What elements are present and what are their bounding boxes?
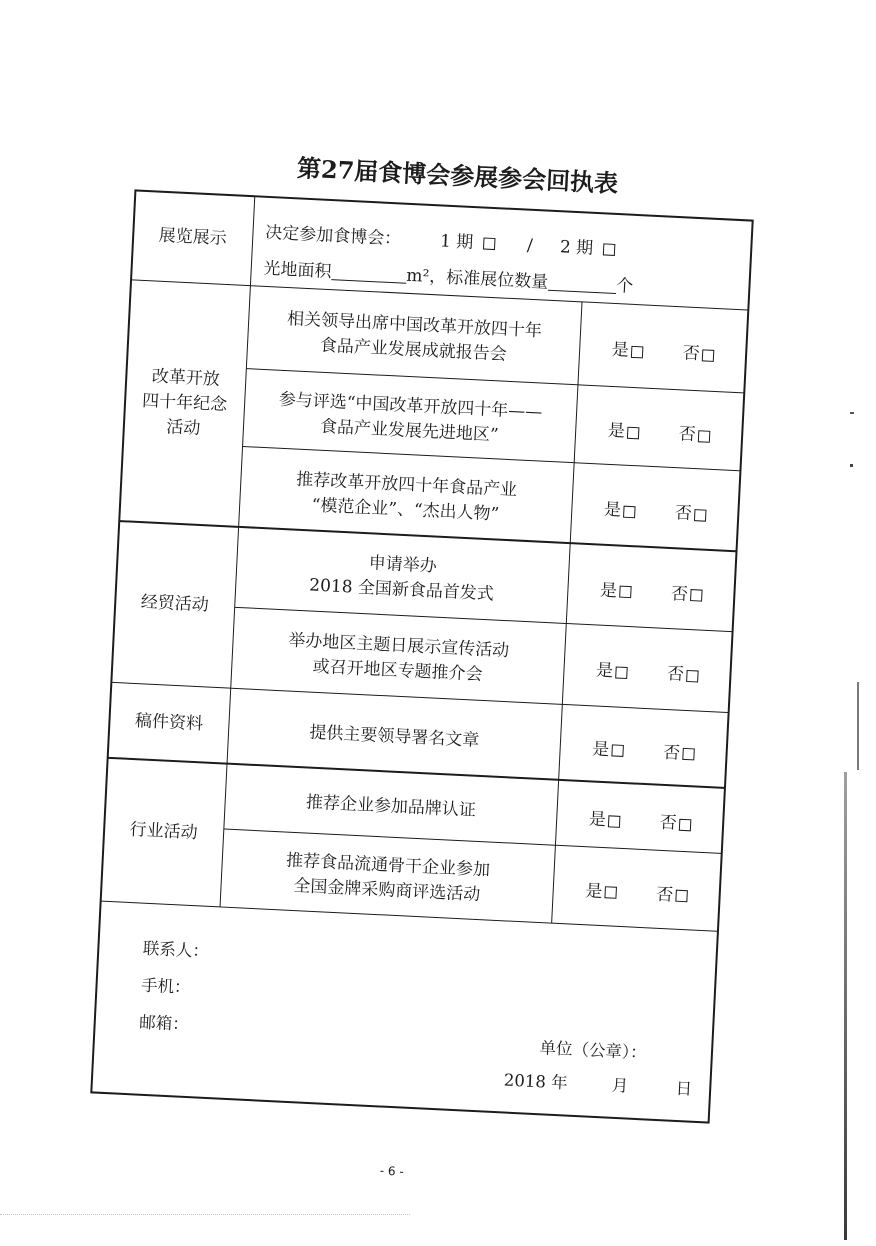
option-yes-label: 是 [599,579,618,601]
option-no[interactable] [656,882,688,908]
option-no[interactable] [678,422,710,448]
checkbox-empty-icon[interactable] [678,818,691,831]
category-label: 展览展示 [158,225,228,249]
category-label-line: 改革开放 [151,365,221,389]
checkbox-empty-icon[interactable] [694,509,707,522]
checkbox-empty-icon[interactable] [607,814,620,827]
scan-edge-shadow [844,772,847,1240]
scan-edge-shadow [857,682,859,770]
checkbox-empty-icon[interactable] [701,349,714,362]
category-label: 经贸活动 [140,592,210,616]
category-industry [101,758,226,906]
industry-item-1-choice [556,780,724,852]
option-yes-label: 是 [591,738,610,760]
reform-item-1-choice [579,302,748,392]
item-text-line: 提供主要领导署名文章 [308,721,480,751]
industry-item-2-choice [552,845,721,930]
option-yes-label: 是 [595,660,614,682]
option-yes[interactable] [592,737,624,763]
checkbox-empty-icon[interactable] [630,345,643,358]
page-number: - 6 - [379,1163,405,1179]
option-yes-label: 是 [584,880,603,902]
checkbox-empty-icon[interactable] [682,748,695,761]
option-no-label: 否 [659,812,678,834]
trade-item-2 [231,607,566,703]
reform-item-3-choice [571,463,740,550]
booth-count-blank[interactable] [548,271,617,293]
checkbox-empty-icon[interactable] [611,744,624,757]
date-month: 月 [611,1075,629,1096]
reform-item-2 [243,369,577,462]
item-text-line: 参与评选“中国改革开放四十年—— [278,388,543,422]
category-trade [112,521,238,687]
checkbox-empty-icon[interactable] [604,886,617,899]
scan-dotted-line [0,1214,410,1215]
mobile-label: 手机： [140,975,192,997]
checkbox-empty-icon[interactable] [686,669,699,682]
option-yes[interactable] [607,418,639,444]
reform-item-1 [247,285,582,383]
checkbox-empty-icon[interactable] [623,505,636,518]
date-year: 2018 年 [503,1070,569,1093]
option-no-label: 否 [666,663,685,685]
option-no-label: 否 [655,884,674,905]
manuscript-item-1-choice [559,705,727,787]
option-yes[interactable] [603,498,635,524]
category-manuscripts [108,683,229,763]
checkbox-empty-icon[interactable] [615,666,628,679]
phase-1-label: 1 期 [439,230,474,253]
option-yes-label: 是 [607,420,626,442]
scan-speck [850,464,853,467]
option-yes[interactable] [595,659,627,685]
form-sheet [90,152,753,1179]
item-text-line: 食品产业发展成就报告会 [319,334,508,365]
trade-item-2-choice [563,624,732,712]
contact-section [92,901,717,1121]
scan-speck [850,412,854,414]
manuscript-item-1 [227,688,561,778]
option-yes[interactable] [585,879,617,905]
option-no[interactable] [666,662,698,688]
option-no-label: 否 [670,583,689,605]
option-no[interactable] [663,740,695,766]
option-no[interactable] [674,501,706,527]
option-no[interactable] [659,810,691,836]
reply-form-table [90,189,753,1123]
option-no[interactable] [682,341,714,367]
floor-area-blank[interactable] [331,260,407,283]
item-text-line: 推荐食品流通骨干企业参加 [285,850,491,881]
item-text-line: 食品产业发展先进地区” [319,415,500,445]
contact-person-label: 联系人： [142,938,210,961]
email-label: 邮箱： [138,1012,190,1034]
category-label: 行业活动 [129,819,199,843]
unit-seal-label: 单位（公章）： [539,1037,648,1063]
option-yes-label: 是 [603,499,622,521]
option-no[interactable] [670,581,702,607]
date-day: 日 [675,1078,693,1099]
option-no-label: 否 [682,343,701,364]
item-text-line: 申请举办 [368,552,438,577]
form-title: 第27届食博会参展参会回执表 [296,152,619,198]
category-label-line: 四十年纪念 [141,390,228,415]
checkbox-empty-icon[interactable] [626,426,639,439]
checkbox-empty-icon[interactable] [690,589,703,602]
option-no-label: 否 [674,503,693,524]
phase-2-option[interactable] [559,234,615,262]
option-yes[interactable] [611,338,643,364]
phase-separator: / [526,234,534,255]
category-exhibition [132,190,254,284]
booth-unit-label: 个 [615,275,634,296]
phase-2-label: 2 期 [559,236,594,258]
checkbox-empty-icon[interactable] [697,429,710,442]
item-text-line: 全国金牌采购商评选活动 [292,875,481,905]
item-text-line: “模范企业”、“杰出人物” [311,494,500,524]
item-text-line: 2018 全国新食品首发式 [308,575,495,605]
area-unit-label: m²，标准展位数量 [405,264,549,292]
checkbox-empty-icon[interactable] [603,243,616,256]
option-no-label: 否 [662,742,681,763]
phase-1-option[interactable] [439,228,495,256]
reform-item-3 [239,447,573,542]
decision-label: 决定参加食博会： [264,221,402,249]
trade-item-1-choice [567,543,736,630]
option-yes-label: 是 [588,808,607,830]
checkbox-empty-icon[interactable] [483,237,496,250]
item-text-line: 或召开地区专题推介会 [312,656,483,685]
floor-area-label: 光地面积 [263,257,332,282]
option-yes[interactable] [599,578,631,604]
category-label-line: 活动 [165,416,201,438]
option-no-label: 否 [678,423,697,445]
option-yes-label: 是 [611,339,630,361]
category-reform-anniversary [120,280,250,526]
reform-item-2-choice [575,385,744,470]
item-text-line: 推荐企业参加品牌认证 [305,792,477,821]
item-text-line: 推荐改革开放四十年食品产业 [295,469,518,500]
checkbox-empty-icon[interactable] [619,585,632,598]
item-text-line: 相关领导出席中国改革开放四十年 [286,308,543,341]
checkbox-empty-icon[interactable] [675,890,688,903]
item-text-line: 举办地区主题日展示宣传活动 [287,629,510,661]
trade-item-1 [235,527,569,622]
category-label: 稿件资料 [134,710,204,734]
option-yes[interactable] [588,807,620,833]
industry-item-2 [220,829,554,922]
